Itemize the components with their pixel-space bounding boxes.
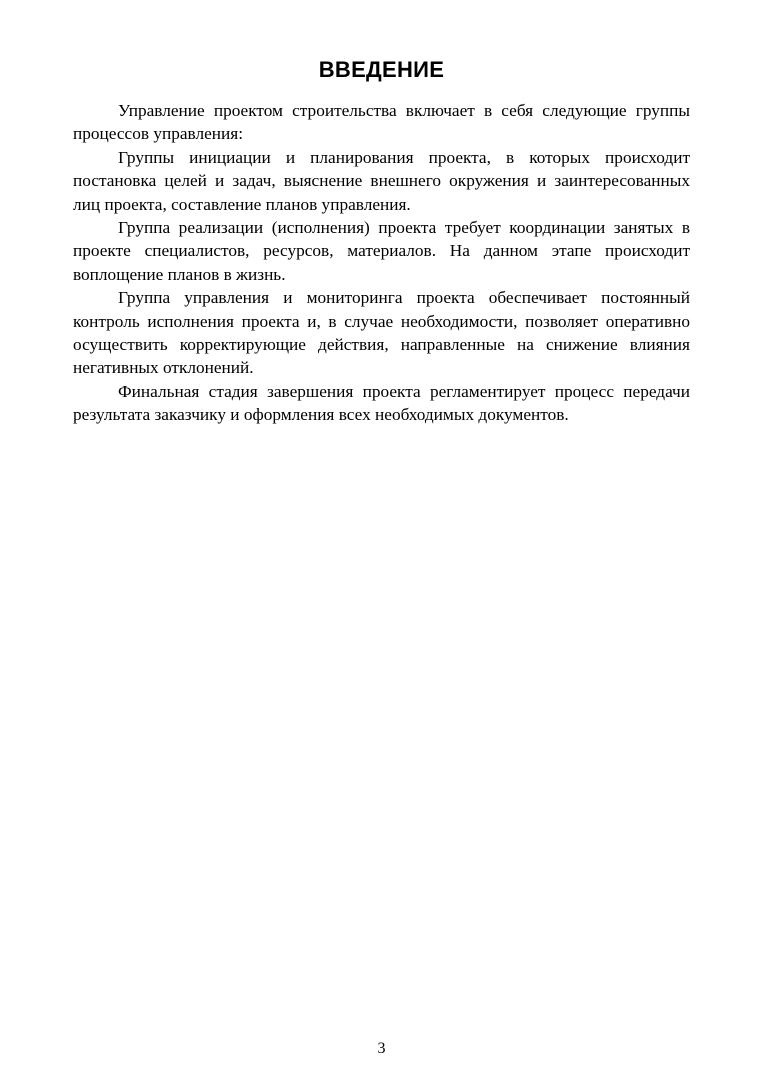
page-title: ВВЕДЕНИЕ [318, 57, 445, 82]
paragraph: Управление проектом строительства включает в себя следующие группы процессов управления: [73, 101, 690, 144]
paragraph: Финальная стадия завершения проекта регламентирует процесс передачи результата заказчику и оформления всех необходимых документов. [73, 381, 690, 425]
body-text [73, 99, 690, 427]
paragraph: Группа реализации (исполнения) проекта требует координации занятых в проекте специалистов, ресурсов, материалов. На данном этапе происходит воплощение планов в жизнь. [73, 218, 690, 284]
page-number: 3 [377, 1040, 386, 1057]
paragraph: Группа управления и мониторинга проекта обеспечивает постоянный контроль исполнения проекта и, в случае необходимости, позволяет оперативно осуществить корректирующие действия, направленные на снижение влияния негативных отклонений. [73, 288, 690, 378]
paragraph: Группы инициации и планирования проекта, в которых происходит постановка целей и задач, выяснение внешнего окружения и заинтересованных лиц проекта, составление планов управления. [73, 147, 690, 214]
